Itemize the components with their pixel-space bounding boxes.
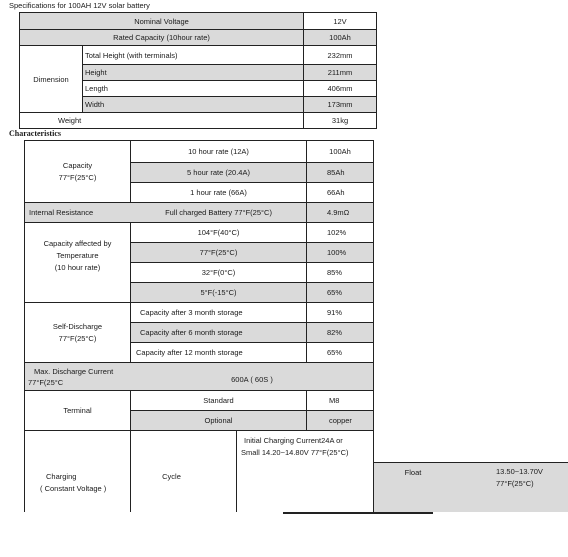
- charging-cycle-text-line2: Small 14.20~14.80V 77°F(25°C): [241, 447, 349, 457]
- rated-capacity-value: 100Ah: [329, 33, 351, 42]
- self-discharge-cond-1: Capacity after 3 month storage: [140, 308, 243, 317]
- temperature-cond-1: 104°F(40°C): [197, 228, 240, 237]
- total-height-value: 232mm: [327, 50, 353, 60]
- charging-float-value-line2: 77°F(25°C): [496, 479, 534, 488]
- charging-cycle-text-line1: Initial Charging Current24A or: [244, 435, 343, 445]
- capacity-cond-3: 1 hour rate (66A): [190, 188, 247, 197]
- max-discharge-label: [25, 363, 130, 390]
- temperature-cond-3: 32°F(0°C): [201, 268, 236, 277]
- nominal-voltage-value: 12V: [333, 16, 347, 26]
- width-value: 173mm: [327, 100, 353, 109]
- self-discharge-value-3: 65%: [327, 348, 343, 357]
- temperature-label: [25, 223, 130, 302]
- terminal-cond-1: Standard: [203, 396, 234, 405]
- weight-label: Weight: [58, 116, 82, 125]
- temperature-cond-2: 77°F(25°C): [199, 248, 238, 257]
- dimension-label: Dimension: [33, 74, 69, 84]
- capacity-value-3: 66Ah: [327, 188, 345, 197]
- max-discharge-label-line2: 77°F(25°C: [28, 377, 64, 387]
- self-discharge-cond-2: Capacity after 6 month storage: [140, 328, 243, 337]
- capacity-cond-2: 5 hour rate (20.4A): [187, 168, 250, 177]
- charging-label-line1: Charging: [46, 471, 77, 481]
- rated-capacity-label: Rated Capacity (10hour rate): [113, 33, 210, 42]
- height-label: Height: [85, 68, 107, 77]
- max-discharge-value: 600A ( 60S ): [231, 375, 273, 384]
- self-discharge-label-line1: Self-Discharge: [52, 321, 103, 331]
- temperature-value-2: 100%: [327, 248, 347, 257]
- temperature-value-3: 85%: [327, 268, 343, 277]
- charging-float-label: Float: [404, 467, 422, 477]
- charging-float-value: [496, 463, 568, 493]
- page-title: Specifications for 100AH 12V solar battery: [9, 1, 150, 10]
- charging-label: [25, 431, 130, 512]
- max-discharge-label-line1: Max. Discharge Current: [34, 366, 114, 376]
- self-discharge-value-1: 91%: [327, 308, 343, 317]
- internal-resistance-label: Internal Resistance: [29, 208, 94, 217]
- temperature-value-1: 102%: [327, 228, 347, 237]
- weight-value: 31kg: [331, 116, 349, 125]
- capacity-value-2: 85Ah: [327, 168, 345, 177]
- temperature-label-line2: Temperature: [56, 251, 99, 260]
- internal-resistance-value: 4.9mΩ: [327, 208, 350, 217]
- terminal-label: Terminal: [63, 406, 92, 415]
- charging-float-value-line1: 13.50~13.70V: [496, 467, 543, 476]
- self-discharge-value-2: 82%: [327, 328, 343, 337]
- characteristics-heading: Characteristics: [9, 129, 61, 138]
- self-discharge-cond-3: Capacity after 12 month storage: [136, 348, 243, 357]
- nominal-voltage-label: Nominal Voltage: [134, 16, 189, 26]
- total-height-label: Total Height (with terminals): [85, 50, 178, 60]
- capacity-label-line2: 77°F(25°C): [58, 172, 97, 182]
- charging-cycle-text: [237, 431, 373, 462]
- terminal-value-2: copper: [329, 416, 352, 425]
- terminal-cond-2: Optional: [204, 416, 233, 425]
- temperature-cond-4: 5°F(-15°C): [200, 288, 237, 297]
- width-label: Width: [85, 100, 105, 109]
- temperature-value-4: 65%: [327, 288, 343, 297]
- length-value: 406mm: [327, 84, 353, 93]
- temperature-label-line1: Capacity affected by: [43, 239, 112, 248]
- self-discharge-label-line2: 77°F(25°C): [58, 333, 97, 343]
- terminal-value-1: M8: [329, 396, 340, 405]
- capacity-cond-1: 10 hour rate (12A): [188, 147, 249, 156]
- internal-resistance-cond: Full charged Battery 77°F(25°C): [165, 208, 272, 217]
- self-discharge-label: [25, 303, 130, 362]
- height-value: 211mm: [327, 68, 353, 77]
- length-label: Length: [85, 84, 108, 93]
- charging-label-line2: ( Constant Voltage ): [40, 483, 107, 493]
- temperature-label-line3: (10 hour rate): [54, 263, 101, 272]
- capacity-value-1: 100Ah: [329, 147, 351, 156]
- capacity-label: [25, 141, 130, 202]
- capacity-label-line1: Capacity: [62, 160, 93, 170]
- charging-cycle-label: Cycle: [162, 472, 181, 481]
